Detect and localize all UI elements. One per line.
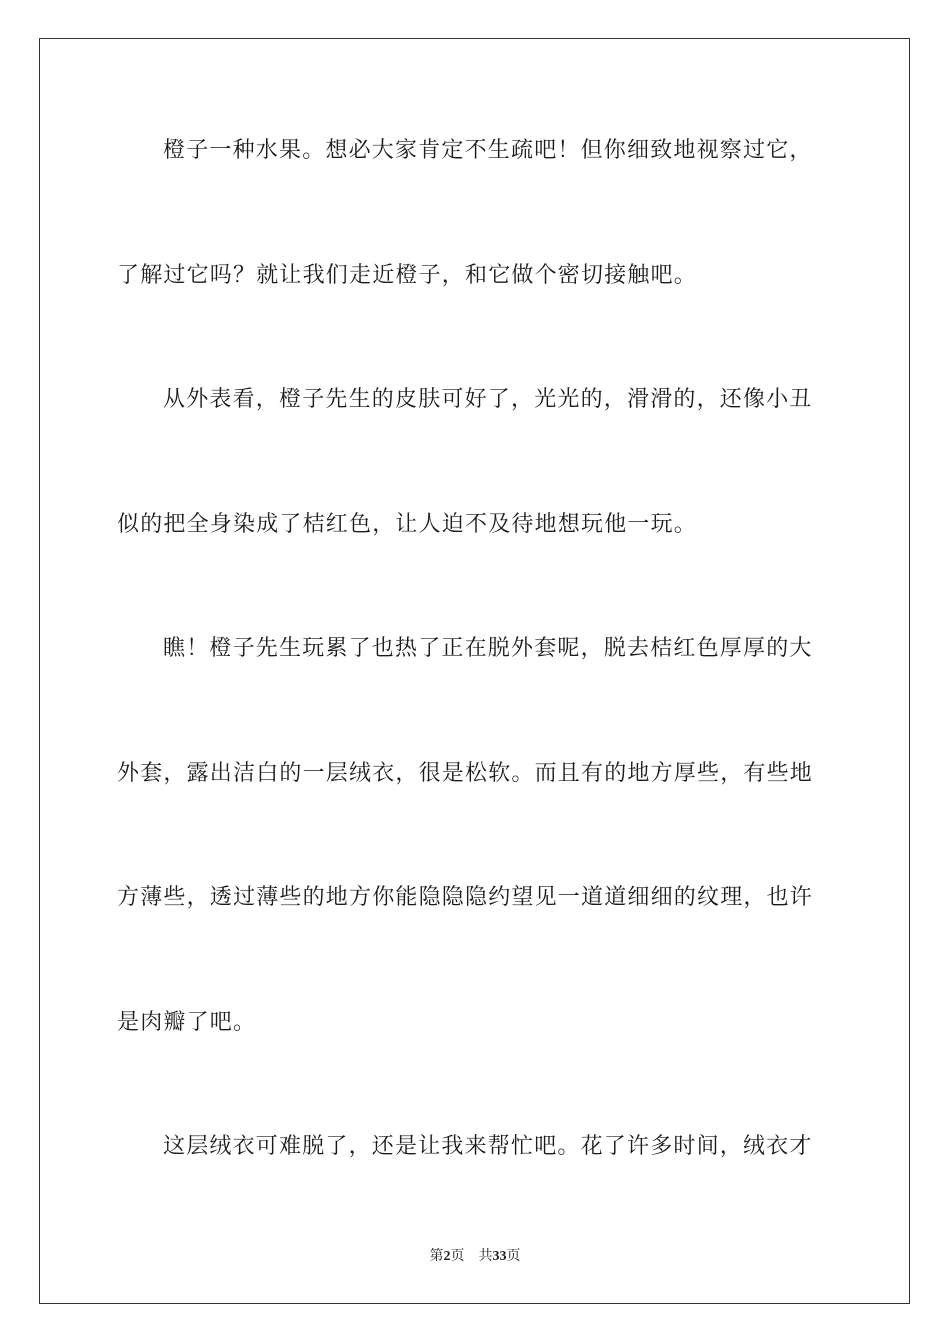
paragraph-3-line-4: 是肉瓣了吧。 [117, 1010, 257, 1035]
page-suffix: 页 [450, 1248, 465, 1264]
paragraph-1-line-2: 了解过它吗？就让我们走近橙子，和它做个密切接触吧。 [117, 263, 698, 288]
paragraph-3-line-2: 外套，露出洁白的一层绒衣，很是松软。而且有的地方厚些，有些地 [117, 761, 814, 786]
page-prefix: 第 [429, 1248, 444, 1264]
total-prefix: 共 [478, 1248, 493, 1264]
paragraph-3-line-1: 瞧！橙子先生玩累了也热了正在脱外套呢，脱去桔红色厚厚的大 [163, 636, 813, 661]
paragraph-2-line-1: 从外表看，橙子先生的皮肤可好了，光光的，滑滑的，还像小丑 [163, 387, 813, 412]
total-suffix: 页 [506, 1248, 521, 1264]
paragraph-2-line-2: 似的把全身染成了桔红色，让人迫不及待地想玩他一玩。 [117, 512, 698, 537]
page-footer [0, 1247, 950, 1266]
page-border [39, 38, 910, 1304]
page-number: 2 [443, 1249, 451, 1264]
paragraph-4-line-1: 这层绒衣可难脱了，还是让我来帮忙吧。花了许多时间，绒衣才 [163, 1134, 813, 1159]
paragraph-3-line-3: 方薄些，透过薄些的地方你能隐隐隐约望见一道道细细的纹理，也许 [117, 885, 814, 910]
paragraph-1-line-1: 橙子一种水果。想必大家肯定不生疏吧！但你细致地视察过它， [163, 138, 813, 163]
total-pages: 33 [492, 1249, 507, 1264]
